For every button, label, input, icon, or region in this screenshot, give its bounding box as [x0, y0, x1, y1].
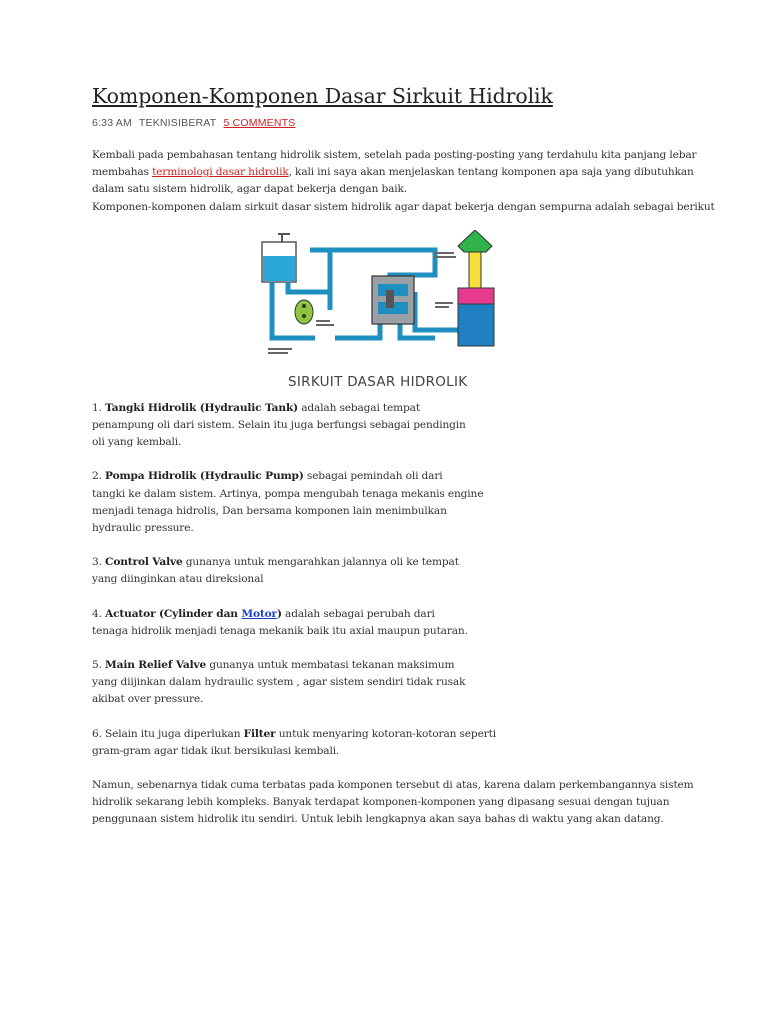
list-item-line: [92, 400, 682, 417]
item-number: 4.: [92, 607, 106, 620]
list-item: [92, 554, 682, 588]
item-text: gunanya untuk membatasi tekanan maksimum: [206, 659, 455, 672]
item-text: adalah sebagai perubah dari: [281, 607, 435, 620]
tank-fluid: [263, 256, 295, 281]
list-item-line: hydraulic pressure.: [92, 522, 194, 535]
closing-paragraph: [92, 777, 694, 829]
list-item-line: [92, 657, 682, 674]
list-item-line: [92, 468, 682, 485]
item-number: 1.: [92, 401, 106, 414]
pipes: [272, 250, 460, 338]
item-number: 6. Selain itu juga diperlukan: [92, 727, 244, 740]
list-item-line: akibat over pressure.: [92, 693, 204, 706]
item-number: 3.: [92, 556, 106, 569]
arrow: [458, 230, 492, 252]
rod: [469, 252, 481, 288]
list-item: [92, 726, 682, 760]
comments-link[interactable]: 5 COMMENTS: [223, 117, 296, 129]
list-item-line: penampung oli dari sistem. Selain itu juga berfungsi sebagai pendingin: [92, 419, 466, 432]
post-meta: [92, 117, 682, 129]
piston: [458, 288, 494, 304]
terminologi-link[interactable]: terminologi dasar hidrolik: [152, 166, 289, 179]
intro-line: Kembali pada pembahasan tentang hidrolik sistem, setelah pada posting-posting yang terdahulu kita panjang lebar: [92, 149, 697, 161]
outro-line: hidrolik sekarang lebih kompleks. Banyak terdapat komponen-komponen yang dipasang sesuai dengan tujuan: [92, 796, 670, 809]
list-item-line: yang diinginkan atau direksional: [92, 573, 264, 586]
intro-paragraph: [92, 147, 715, 216]
item-term-end: ): [276, 607, 282, 620]
post-author[interactable]: TEKNISIBERAT: [138, 117, 217, 129]
item-text: untuk menyaring kotoran-kotoran seperti: [275, 727, 496, 740]
list-item: [92, 606, 682, 640]
list-item: [92, 468, 682, 537]
item-term: Filter: [243, 727, 276, 740]
list-item-line: oli yang kembali.: [92, 436, 182, 449]
list-item-line: yang diijinkan dalam hydraulic system , agar sistem sendiri tidak rusak: [92, 676, 466, 689]
component-list: [92, 400, 682, 760]
hydraulic-circuit-diagram: [260, 230, 500, 364]
list-item-line: tenaga hidrolik menjadi tenaga mekanik baik itu axial maupun putaran.: [92, 624, 468, 637]
item-term: Pompa Hidrolik (Hydraulic Pump): [105, 470, 304, 483]
list-item-line: [92, 554, 682, 571]
post-time: 6:33 AM: [92, 117, 132, 129]
outro-line: Namun, sebenarnya tidak cuma terbatas pada komponen tersebut di atas, karena dalam perkembangannya sistem: [92, 779, 694, 792]
item-text: gunanya untuk mengarahkan jalannya oli ke tempat: [182, 556, 459, 569]
item-number: 5.: [92, 659, 106, 672]
item-number: 2.: [92, 470, 106, 483]
figure-caption: SIRKUIT DASAR HIDROLIK: [288, 373, 468, 390]
list-item-line: gram-gram agar tidak ikut bersikulasi kembali.: [92, 744, 340, 757]
item-term: Actuator (Cylinder dan: [105, 607, 242, 620]
list-item-line: menjadi tenaga hidrolis, Dan bersama komponen lain menimbulkan: [92, 504, 447, 517]
list-item: [92, 400, 682, 452]
item-text: sebagai pemindah oli dari: [303, 470, 443, 483]
item-term: Tangki Hidrolik (Hydraulic Tank): [105, 401, 298, 414]
intro-line: dalam satu sistem hidrolik, agar dapat bekerja dengan baik.: [92, 183, 407, 196]
post-title[interactable]: Komponen-Komponen Dasar Sirkuit Hidrolik: [92, 84, 553, 108]
item-term: Main Relief Valve: [105, 659, 207, 672]
list-item-line: [92, 726, 682, 743]
list-item: [92, 657, 682, 709]
list-item-line: tangki ke dalam sistem. Artinya, pompa mengubah tenaga mekanis engine: [92, 487, 484, 500]
intro-line: Komponen-komponen dalam sirkuit dasar sistem hidrolik agar dapat bekerja dengan sempurna adalah sebagai berikut: [92, 200, 715, 213]
intro-line: membahas terminologi dasar hidrolik, kali ini saya akan menjelaskan tentang komponen apa saja yang dibutuhkan: [92, 166, 694, 179]
pump: [295, 300, 313, 324]
item-text: adalah sebagai tempat: [298, 401, 420, 414]
list-item-line: [92, 606, 682, 623]
circuit-svg: [260, 230, 500, 364]
motor-link[interactable]: Motor: [241, 607, 277, 620]
item-term: Control Valve: [105, 556, 183, 569]
blog-post: [92, 84, 715, 829]
outro-line: penggunaan sistem hidrolik itu sendiri. Untuk lebih lengkapnya akan saya bahas di waktu yang akan datang.: [92, 813, 664, 826]
